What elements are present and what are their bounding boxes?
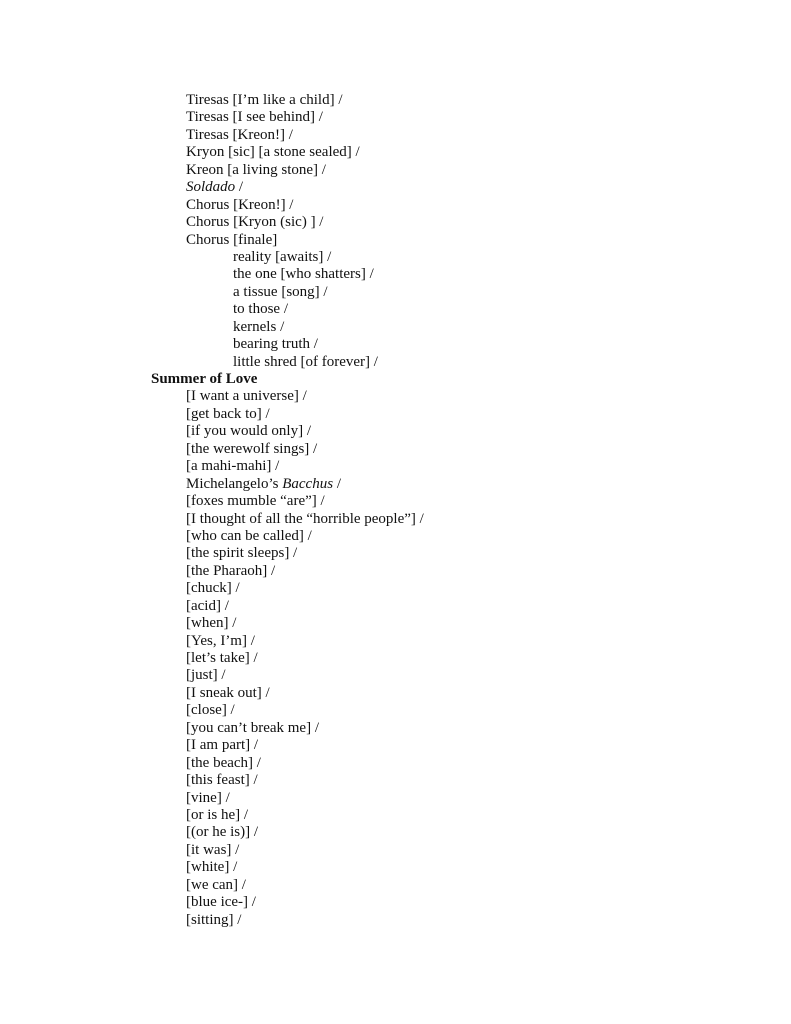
verse-line: [vine] / [186, 789, 230, 806]
finale-line: kernels / [233, 318, 285, 335]
verse-line: Chorus [Kryon (sic) ] / [186, 214, 324, 231]
verse-line: [acid] / [186, 597, 229, 614]
verse-line: [the Pharaoh] / [186, 562, 276, 579]
finale-line: reality [awaits] / [233, 248, 332, 265]
finale-line: bearing truth / [233, 336, 318, 353]
verse-line: [get back to] / [186, 405, 270, 422]
verse-line: [it was] / [186, 841, 240, 858]
verse-line: [close] / [186, 702, 235, 719]
verse-line: [you can’t break me] / [186, 719, 320, 736]
verse-line: [or is he] / [186, 806, 249, 823]
verse-line: [the spirit sleeps] / [186, 545, 298, 562]
soldado-slash: / [235, 179, 244, 196]
verse-line: [a mahi-mahi] / [186, 458, 280, 475]
verse-line: [white] / [186, 859, 238, 876]
verse-line: [let’s take] / [186, 650, 258, 666]
finale-line: to those / [233, 301, 288, 318]
verse-line-soldado [0, 179, 791, 196]
verse-line: Kreon [a living stone] / [186, 161, 326, 178]
verse-line-michelangelo [0, 476, 791, 493]
section-heading: Summer of Love [151, 371, 258, 387]
verse-line: [when] / [186, 615, 237, 632]
michelangelo-suffix: / [333, 475, 341, 492]
verse-line: Kryon [sic] [a stone sealed] / [186, 144, 360, 161]
michelangelo-prefix: Michelangelo’s [186, 475, 283, 492]
verse-line: [Yes, I’m] / [186, 632, 255, 649]
document-page [0, 92, 791, 929]
verse-line: [this feast] / [186, 772, 258, 789]
finale-line: the one [who shatters] / [233, 266, 374, 283]
verse-line: Chorus [finale] [186, 231, 278, 248]
verse-line: [just] / [186, 667, 226, 684]
verse-line: Tiresas [I see behind] / [186, 109, 323, 126]
verse-line: [I thought of all the “horrible people”] / [186, 510, 424, 527]
verse-line: [foxes mumble “are”] / [186, 493, 325, 510]
verse-line: [we can] / [186, 876, 246, 893]
bacchus-italic: Bacchus [282, 475, 334, 492]
verse-line: [who can be called] / [186, 527, 312, 544]
verse-line: Tiresas [I’m like a child] / [186, 92, 343, 108]
verse-line: [the werewolf sings] / [186, 440, 318, 457]
verse-line: [I am part] / [186, 737, 259, 754]
verse-line: [I sneak out] / [186, 684, 270, 701]
finale-line: little shred [of forever] / [233, 353, 378, 370]
verse-line: [if you would only] / [186, 423, 311, 440]
verse-line: Tiresas [Kreon!] / [186, 126, 293, 143]
verse-line: Chorus [Kreon!] / [186, 196, 294, 213]
soldado-italic: Soldado [186, 179, 236, 196]
verse-line: [chuck] / [186, 580, 240, 597]
finale-line: a tissue [song] / [233, 283, 328, 300]
verse-line: [I want a universe] / [186, 388, 307, 405]
verse-line: [blue ice-] / [186, 894, 256, 911]
verse-line: [sitting] / [186, 911, 242, 928]
verse-line: [(or he is)] / [186, 824, 259, 841]
verse-line: [the beach] / [186, 754, 261, 771]
